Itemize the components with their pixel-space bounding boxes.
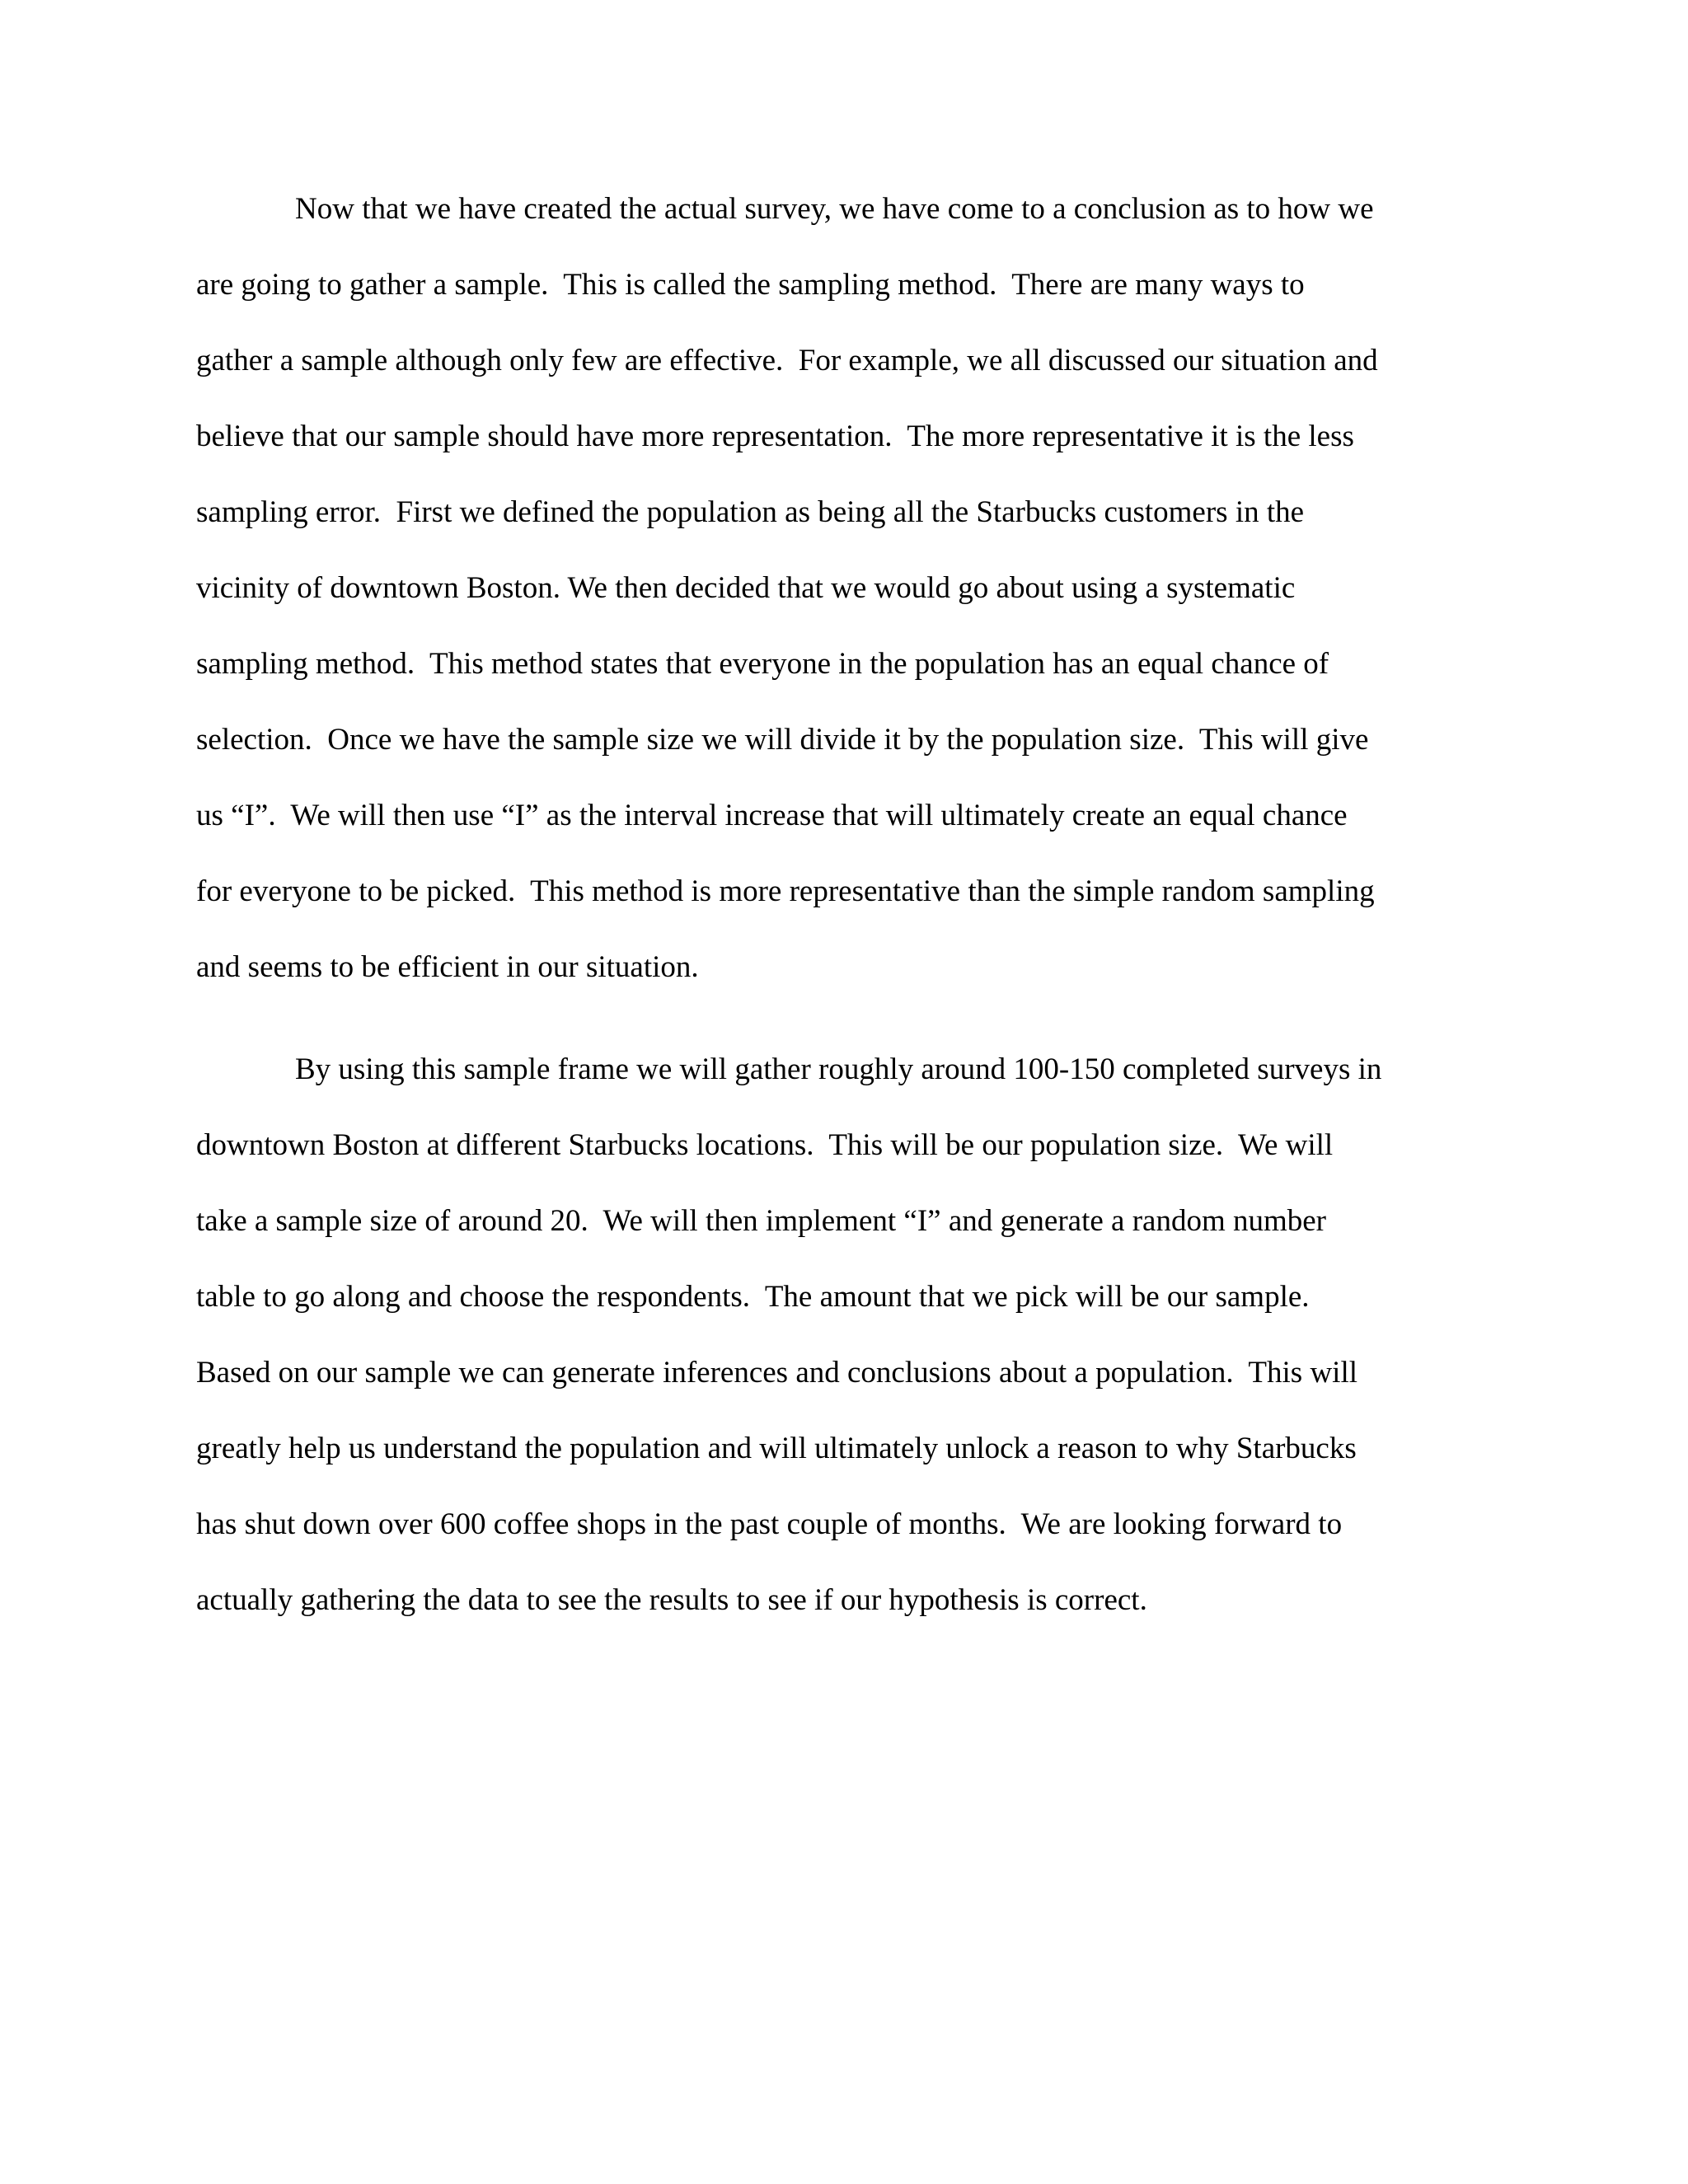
text-line: greatly help us understand the population and will ultimately unlock a reason to why Starbucks <box>196 1432 1357 1465</box>
text-line: and seems to be efficient in our situation. <box>196 950 699 984</box>
text-line: actually gathering the data to see the results to see if our hypothesis is correct. <box>196 1583 1147 1617</box>
text-line: believe that our sample should have more representation. The more representative it is the less <box>196 419 1354 453</box>
text-line: gather a sample although only few are effective. For example, we all discussed our situation and <box>196 344 1378 377</box>
text-line: By using this sample frame we will gather roughly around 100-150 completed surveys in <box>295 1052 1382 1086</box>
text-line: table to go along and choose the respondents. The amount that we pick will be our sample. <box>196 1280 1310 1314</box>
paragraph-2 <box>196 1050 1492 1657</box>
text-line: sampling method. This method states that everyone in the population has an equal chance of <box>196 647 1329 681</box>
text-line: vicinity of downtown Boston. We then decided that we would go about using a systematic <box>196 571 1296 605</box>
text-line: for everyone to be picked. This method is more representative than the simple random sampling <box>196 874 1375 908</box>
paragraph-1 <box>196 190 1492 1024</box>
text-line: are going to gather a sample. This is called the sampling method. There are many ways to <box>196 268 1305 302</box>
document-page <box>196 190 1492 1657</box>
paragraph-spacer <box>196 1024 1492 1050</box>
text-line: Based on our sample we can generate inferences and conclusions about a population. This will <box>196 1356 1358 1390</box>
text-line: downtown Boston at different Starbucks locations. This will be our population size. We will <box>196 1128 1334 1162</box>
text-line: Now that we have created the actual survey, we have come to a conclusion as to how we <box>295 192 1374 226</box>
text-line: sampling error. First we defined the population as being all the Starbucks customers in the <box>196 495 1305 529</box>
text-line: take a sample size of around 20. We will then implement “I” and generate a random number <box>196 1204 1327 1238</box>
text-line: selection. Once we have the sample size we will divide it by the population size. This will give <box>196 723 1369 757</box>
text-line: us “I”. We will then use “I” as the interval increase that will ultimately create an equal chance <box>196 799 1348 832</box>
text-line: has shut down over 600 coffee shops in the past couple of months. We are looking forward to <box>196 1507 1343 1541</box>
